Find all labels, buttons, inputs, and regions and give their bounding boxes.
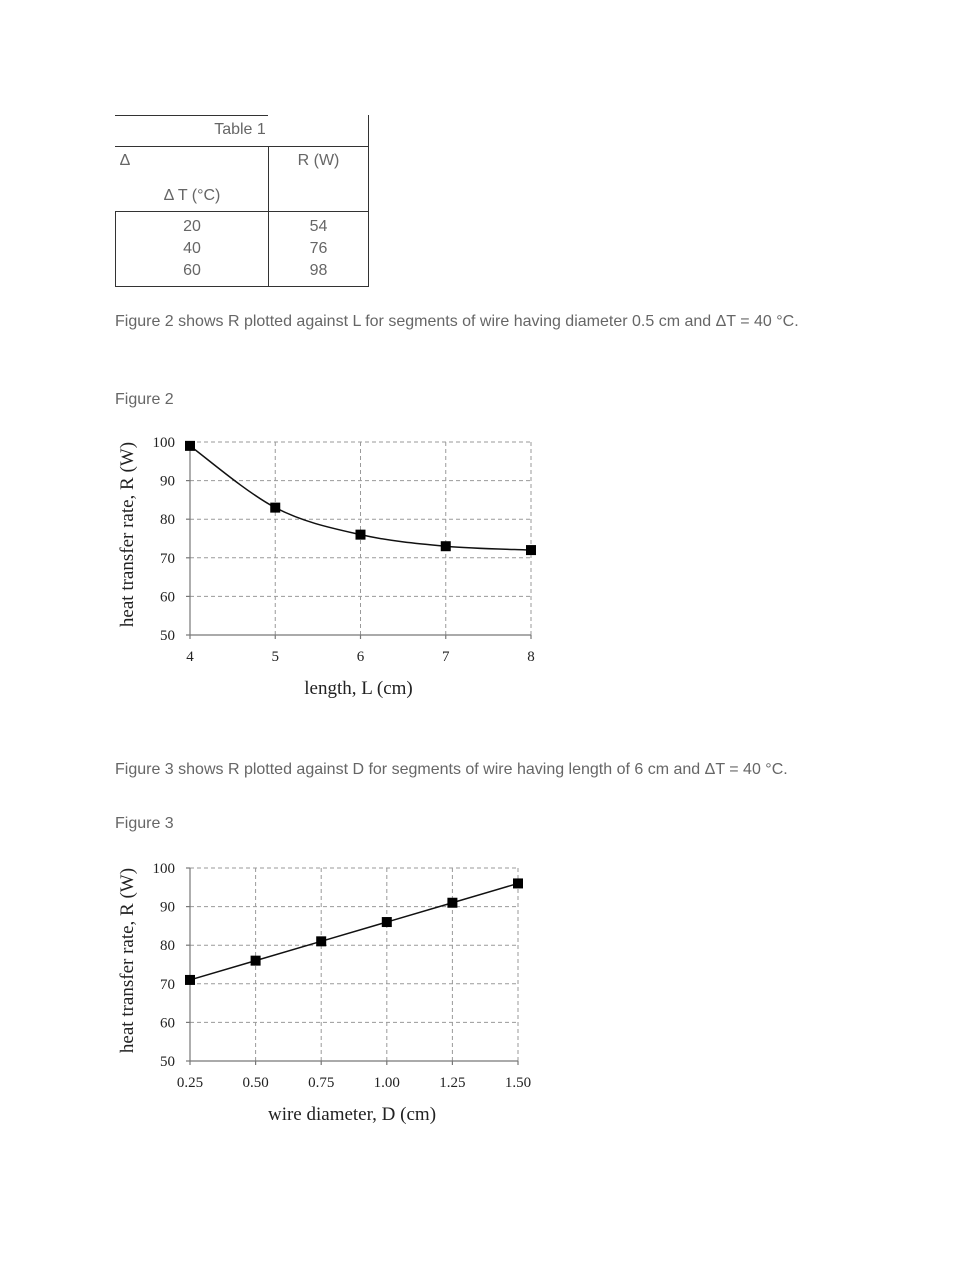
x-tick-label: 4 (186, 649, 194, 665)
figure-2-label: Figure 2 (115, 391, 174, 408)
y-tick-label: 100 (152, 861, 175, 877)
data-point (513, 878, 523, 888)
table-cell-dt: 40 (183, 240, 201, 257)
y-tick-label: 80 (160, 938, 175, 955)
table-cell-r: 54 (309, 218, 328, 235)
x-tick-label: 8 (527, 649, 535, 665)
data-point (185, 975, 195, 985)
y-tick-label: 60 (160, 589, 175, 606)
y-tick-label: 70 (160, 976, 175, 993)
x-tick-label: 6 (356, 649, 365, 665)
y-tick-label: 90 (160, 899, 175, 916)
y-axis-title: heat transfer rate, R (W) (117, 867, 138, 1054)
figure-2-description: Figure 2 shows R plotted against L for segments of wire having diameter 0.5 cm and ΔT = 40 °C. (115, 313, 799, 330)
y-tick-label: 50 (160, 628, 175, 644)
x-axis-title: length, L (cm) (304, 678, 413, 699)
table-caption: Table 1 (214, 121, 266, 138)
y-tick-label: 100 (152, 435, 175, 451)
x-tick-label: 0.25 (176, 1075, 204, 1091)
y-tick-label: 70 (160, 550, 175, 567)
y-tick-label: 90 (160, 473, 175, 490)
x-tick-label: 5 (271, 649, 279, 665)
y-tick-label: 80 (160, 512, 175, 529)
figure-3-description: Figure 3 shows R plotted against D for segments of wire having length of 6 cm and ΔT = 40 °C. (115, 761, 788, 778)
x-tick-label: 1.50 (504, 1075, 532, 1091)
x-tick-label: 1.00 (373, 1075, 400, 1091)
table-header-r: R (W) (297, 152, 340, 169)
x-tick-label: 1.25 (439, 1075, 466, 1091)
table-header-delta-t: Δ T (°C) (163, 187, 221, 204)
figure-3-label: Figure 3 (115, 815, 174, 832)
data-point (447, 898, 457, 908)
table-cell-dt: 20 (183, 218, 201, 235)
x-tick-label: 0.50 (242, 1075, 269, 1091)
table-cell-r: 98 (309, 262, 328, 279)
y-tick-label: 50 (160, 1054, 175, 1070)
y-axis-title: heat transfer rate, R (W) (117, 441, 138, 628)
table-delta-symbol: Δ (119, 152, 131, 169)
table-cell-dt: 60 (183, 262, 201, 279)
x-tick-label: 0.75 (308, 1075, 335, 1091)
y-tick-label: 60 (160, 1015, 175, 1032)
table-cell-r: 76 (309, 240, 328, 257)
data-point (251, 956, 261, 966)
data-point (382, 917, 392, 927)
series-line (190, 883, 518, 980)
data-point (316, 936, 326, 946)
x-tick-label: 7 (442, 649, 450, 665)
x-axis-title: wire diameter, D (cm) (267, 1104, 437, 1125)
